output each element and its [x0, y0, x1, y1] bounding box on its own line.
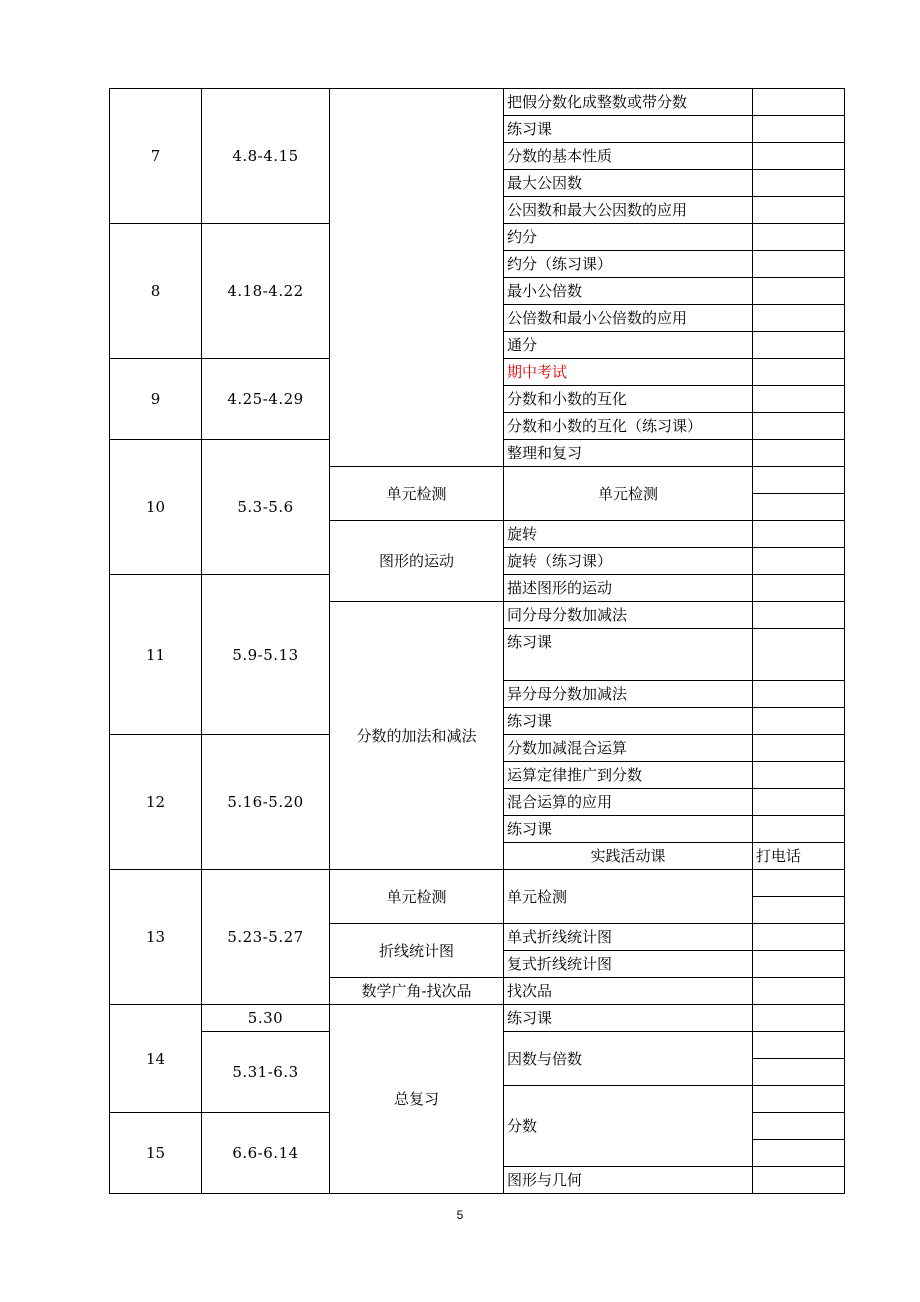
- lesson-cell: 练习课: [504, 816, 753, 843]
- note-cell: [753, 440, 845, 467]
- date-cell: 4.18-4.22: [202, 224, 330, 359]
- unit-cell: 数学广角-找次品: [330, 978, 504, 1005]
- note-cell: [753, 924, 845, 951]
- lesson-cell: 约分: [504, 224, 753, 251]
- note-cell: [753, 305, 845, 332]
- lesson-cell: 图形与几何: [504, 1167, 753, 1194]
- date-cell: 5.30: [202, 1005, 330, 1032]
- date-cell: 5.23-5.27: [202, 870, 330, 1005]
- week-cell: 7: [110, 89, 202, 224]
- note-cell: [753, 870, 845, 897]
- note-cell: [753, 116, 845, 143]
- note-cell: [753, 575, 845, 602]
- lesson-cell-midterm-exam: 期中考试: [504, 359, 753, 386]
- note-cell: [753, 629, 845, 681]
- note-cell: [753, 332, 845, 359]
- week-cell: 11: [110, 575, 202, 735]
- week-cell: 9: [110, 359, 202, 440]
- lesson-cell: 练习课: [504, 1005, 753, 1032]
- lesson-cell: 最大公因数: [504, 170, 753, 197]
- note-cell: [753, 1113, 845, 1140]
- note-cell: [753, 1032, 845, 1059]
- note-cell: [753, 170, 845, 197]
- note-cell: [753, 1086, 845, 1113]
- week-cell: 15: [110, 1113, 202, 1194]
- unit-cell: 实践活动课: [504, 843, 753, 870]
- lesson-cell: 公倍数和最小公倍数的应用: [504, 305, 753, 332]
- unit-cell: 折线统计图: [330, 924, 504, 978]
- lesson-cell: 练习课: [504, 708, 753, 735]
- table-row: [110, 1005, 845, 1032]
- lesson-cell: 练习课: [504, 629, 753, 681]
- note-cell: [753, 143, 845, 170]
- note-cell: [753, 467, 845, 494]
- lesson-cell: 旋转: [504, 521, 753, 548]
- note-cell: [753, 359, 845, 386]
- lesson-cell: 分数加减混合运算: [504, 735, 753, 762]
- note-cell: [753, 1059, 845, 1086]
- note-cell: [753, 278, 845, 305]
- note-cell: [753, 681, 845, 708]
- table-row: [110, 870, 845, 897]
- unit-cell-blank: [330, 89, 504, 467]
- note-cell: [753, 1140, 845, 1167]
- unit-cell: 单元检测: [330, 467, 504, 521]
- lesson-cell: 分数: [504, 1086, 753, 1167]
- note-cell: [753, 251, 845, 278]
- note-cell: [753, 602, 845, 629]
- note-cell: [753, 548, 845, 575]
- lesson-cell: 整理和复习: [504, 440, 753, 467]
- note-cell: [753, 224, 845, 251]
- lesson-cell: 通分: [504, 332, 753, 359]
- note-cell: [753, 708, 845, 735]
- note-cell: [753, 978, 845, 1005]
- lesson-cell: 因数与倍数: [504, 1032, 753, 1086]
- note-cell: [753, 494, 845, 521]
- lesson-cell: 描述图形的运动: [504, 575, 753, 602]
- unit-cell: 总复习: [330, 1005, 504, 1194]
- note-cell: [753, 521, 845, 548]
- lesson-cell: 运算定律推广到分数: [504, 762, 753, 789]
- date-cell: 5.3-5.6: [202, 440, 330, 575]
- date-cell: 5.31-6.3: [202, 1032, 330, 1113]
- lesson-cell: 复式折线统计图: [504, 951, 753, 978]
- note-cell: [753, 1005, 845, 1032]
- unit-cell: 分数的加法和减法: [330, 602, 504, 870]
- lesson-cell: 把假分数化成整数或带分数: [504, 89, 753, 116]
- week-cell: 10: [110, 440, 202, 575]
- lesson-cell: 混合运算的应用: [504, 789, 753, 816]
- lesson-cell: 约分（练习课）: [504, 251, 753, 278]
- lesson-cell: 打电话: [753, 843, 845, 870]
- note-cell: [753, 789, 845, 816]
- date-cell: 4.8-4.15: [202, 89, 330, 224]
- lesson-cell: 最小公倍数: [504, 278, 753, 305]
- lesson-cell: 旋转（练习课）: [504, 548, 753, 575]
- date-cell: 5.9-5.13: [202, 575, 330, 735]
- note-cell: [753, 951, 845, 978]
- note-cell: [753, 89, 845, 116]
- lesson-cell: 练习课: [504, 116, 753, 143]
- note-cell: [753, 762, 845, 789]
- date-cell: 5.16-5.20: [202, 735, 330, 870]
- lesson-cell: 分数的基本性质: [504, 143, 753, 170]
- teaching-schedule-table: [109, 88, 845, 1194]
- note-cell: [753, 816, 845, 843]
- week-cell: 13: [110, 870, 202, 1005]
- unit-cell: 图形的运动: [330, 521, 504, 602]
- lesson-cell: 异分母分数加减法: [504, 681, 753, 708]
- week-cell: 12: [110, 735, 202, 870]
- page-number: 5: [456, 1208, 464, 1222]
- lesson-cell: 分数和小数的互化: [504, 386, 753, 413]
- lesson-cell: 单式折线统计图: [504, 924, 753, 951]
- unit-cell: 单元检测: [330, 870, 504, 924]
- note-cell: [753, 735, 845, 762]
- lesson-cell: 公因数和最大公因数的应用: [504, 197, 753, 224]
- note-cell: [753, 1167, 845, 1194]
- note-cell: [753, 897, 845, 924]
- lesson-cell: 单元检测: [504, 467, 753, 521]
- lesson-cell: 找次品: [504, 978, 753, 1005]
- date-cell: 6.6-6.14: [202, 1113, 330, 1194]
- table-row: [110, 89, 845, 116]
- lesson-cell: 同分母分数加减法: [504, 602, 753, 629]
- note-cell: [753, 386, 845, 413]
- lesson-cell: 单元检测: [504, 870, 753, 924]
- week-cell: 8: [110, 224, 202, 359]
- lesson-cell: 分数和小数的互化（练习课）: [504, 413, 753, 440]
- date-cell: 4.25-4.29: [202, 359, 330, 440]
- week-cell: 14: [110, 1005, 202, 1113]
- note-cell: [753, 197, 845, 224]
- note-cell: [753, 413, 845, 440]
